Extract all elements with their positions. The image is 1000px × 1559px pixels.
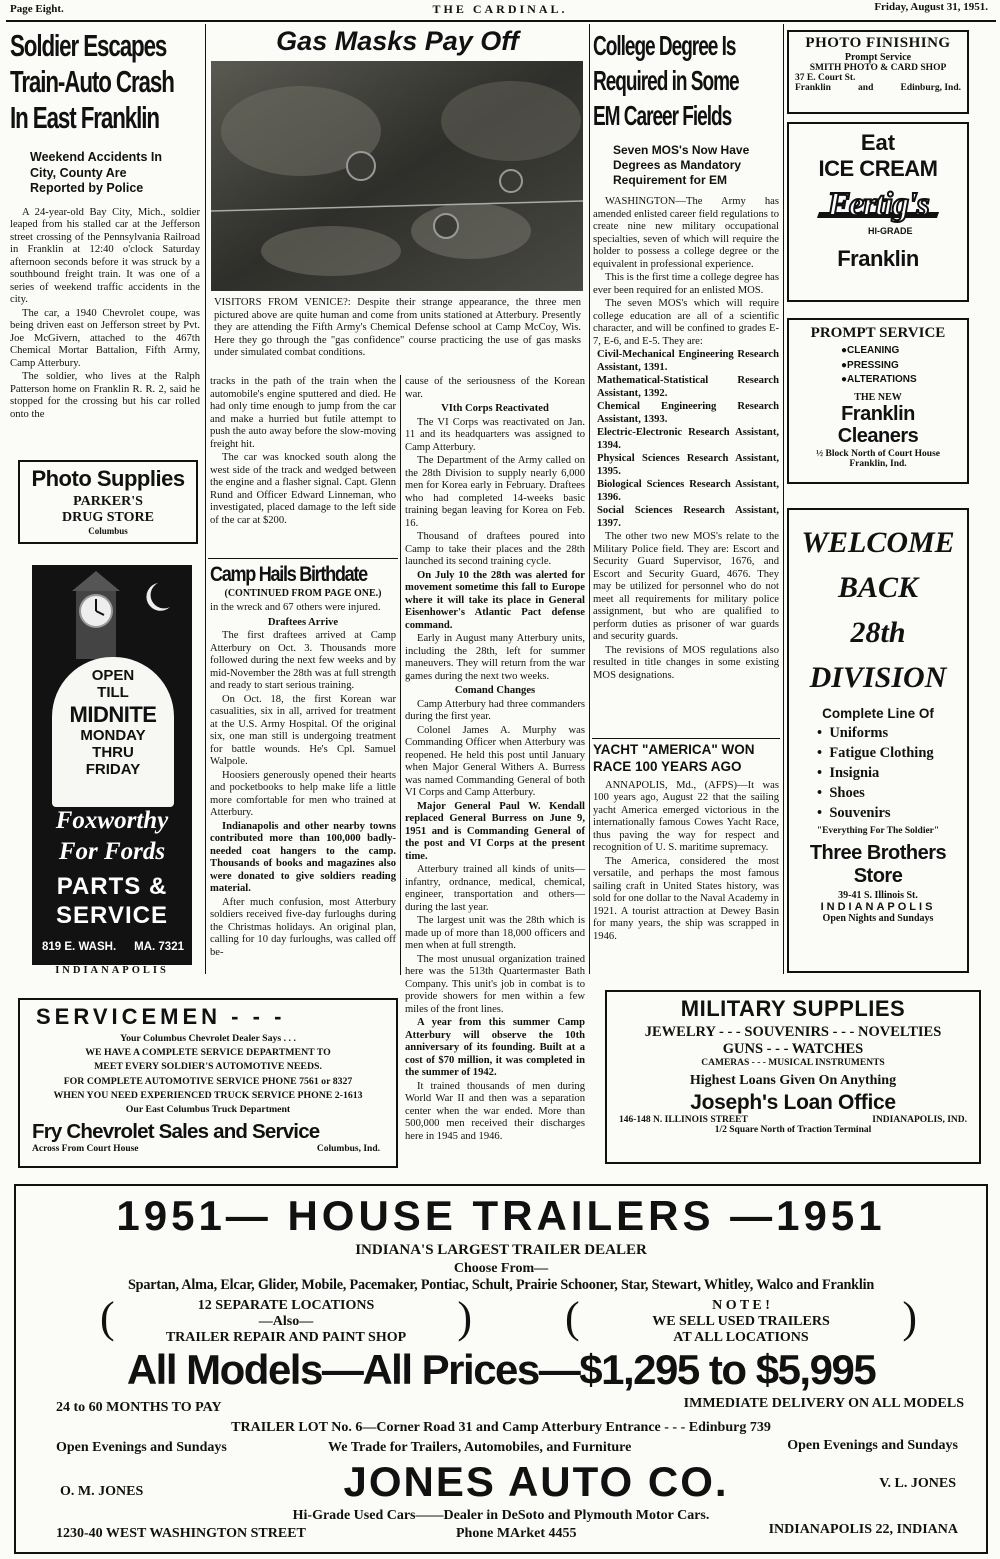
ad-military-supplies: MILITARY SUPPLIES JEWELRY - - - SOUVENIRS - - - NOVELTIES GUNS - - - WATCHES CAMERAS - - - MUSICAL INSTRUMENTS Highest Loans Given On Anything Joseph's Loan Office 146-148 N. ILLINOIS STREET INDIANAPOLIS, IND. 1/2 Square North of Traction Terminal <box>605 990 981 1164</box>
ad-chevrolet: SERVICEMEN - - - Your Columbus Chevrolet Dealer Says . . . WE HAVE A COMPLETE SERVICE DEPARTMENT TO MEET EVERY SOLDIER'S AUTOMOTIVE NEEDS. FOR COMPLETE AUTOMOTIVE SERVICE PHONE 7561 or 8327 WHEN YOU NEED EXPERIENCED TRUCK SERVICE PHONE 2-1613 Our East Columbus Truck Department Fry Chevrolet Sales and Service Across From Court House Columbus, Ind. <box>18 998 398 1168</box>
camp-continued: (CONTINUED FROM PAGE ONE.) <box>224 588 382 599</box>
gasmasks-caption: VISITORS FROM VENICE?: Despite their strange appearance, the three men pictured above are quite human and come from units stationed at Atterbury. Presently they are attending the Fifth Army's Chemical Defense school at Camp McCoy, Wis. Here they go through the "gas confidence" course practicing the use of gas masks under simulated combat conditions. <box>214 297 581 358</box>
soldier-body: A 24-year-old Bay City, Mich., soldier leaped from his stalled car at the Jefferson street crossing of the Pennsylvania Railroad in Franklin at 12:40 o'clock Saturday afternoon seconds before it was struck by a southbound freight train. It was one of a series of weekend traffic accidents in the city. The car, a 1940 Chevrolet coupe, was being driven east on Jefferson street by Pvt. Joe McGivern, attached to the 467th Chemical Mortar Battalion, Fifth Army, Camp Atterbury. The soldier, who lives at the Ralph Patterson home on Franklin R. R. 2, said he stopped for the crossing but his car rolled onto the <box>10 206 200 420</box>
paper-title: THE CARDINAL. <box>432 2 568 16</box>
soldier-subhead: Weekend Accidents In City, County Are Reported by Police <box>30 150 162 196</box>
college-body: WASHINGTON—The Army has amended enlisted career field regulations to create nine new military occupational specialties, seven of which will require the holder to possess a college degree or the equivalent in professional experience. This is the first time a college degree has ever been required for an enlisted MOS. The seven MOS's which will require college education are all of a scientific character, and will be confined to grades E-7, E-6, and E-5. They are: Civil-Mechanical Engineering Research Assistant, 1391. Mathematical-Statistical Research Assistant, 1392. Chemical Engineering Research Assistant, 1393. Electric-Electronic Research Assistant, 1394. Physical Sciences Research Assistant, 1395. Biological Sciences Research Assistant, 1396. Social Sciences Research Assistant, 1397. The other two new MOS's relate to the Military Police field. They are: Escort and Security Guard Supervisor, 1676, and Escort and Security Guard, 4676. They may be utilized for personnel who do not meet all requirements for military police assignment, but who are qualified to perform duties as prisoner of war guards and security guards. The revisions of MOS regulations also resulted in title changes in some existing MOS designations. <box>593 196 779 681</box>
welcome-items: • Uniforms • Fatigue Clothing • Insignia • Shoes • Souvenirs <box>817 725 934 821</box>
foxworthy-name: Foxworthy For Fords <box>55 807 169 866</box>
jones-auto-name: JONES AUTO CO. <box>343 1458 729 1505</box>
college-headline: College Degree Is Required in Some EM Career Fields <box>593 30 739 131</box>
foxworthy-phone: MA. 7321 <box>134 941 184 953</box>
trailer-note: ( ) N O T E ! WE SELL USED TRAILERS AT ALL LOCATIONS <box>565 1293 917 1346</box>
clock-tower-icon <box>38 569 188 659</box>
college-article <box>593 28 779 683</box>
foxworthy-city: INDIANAPOLIS <box>55 965 169 976</box>
ad-welcome-back: WELCOME BACK 28th DIVISION Complete Line Of • Uniforms • Fatigue Clothing • Insignia • Shoes • Souvenirs "Everything For The Soldier" Three Brothers Store 39-41 S. Illinois St. INDIANAPOLIS Open Nights and Sundays <box>787 508 969 973</box>
welcome-lines: WELCOME BACK 28th DIVISION <box>801 526 955 694</box>
ad-cleaners: PROMPT SERVICE ●CLEANING ●PRESSING ●ALTERATIONS THE NEW Franklin Cleaners ½ Block North of Court House Franklin, Ind. <box>787 318 969 484</box>
foxworthy-address: 819 E. WASH. <box>42 941 117 953</box>
trailer-open-right: Open Evenings and Sundays <box>787 1438 958 1453</box>
page-number: Page Eight. <box>10 3 64 15</box>
camp-headline: Camp Hails Birthdate <box>210 563 367 586</box>
parts-service: PARTS & SERVICE <box>56 873 168 929</box>
gasmasks-headline: Gas Masks Pay Off <box>276 26 519 56</box>
soldier-continued: tracks in the path of the train when the automobile's engine sputtered and died. He had only time enough to jump from the car and make a hurried but futile attempt to push the auto away before the slow-moving freight hit. The car was knocked south along the west side of the track and wedged between the engine and a flasher signal. Capt. Glenn Rund and Officer Edward Linneman, who investigated, placed damage to the left side of the car at $200. <box>210 376 396 526</box>
open-midnite-panel: OPEN TILL MIDNITE MONDAY THRU FRIDAY <box>52 657 174 807</box>
ad-photo-supplies: Photo Supplies PARKER'S DRUG STORE Columbus <box>18 460 198 544</box>
soldier-headline: Soldier Escapes Train-Auto Crash In East Franklin <box>10 28 174 135</box>
camp-article-col3: cause of the seriousness of the Korean war. VIth Corps Reactivated The VI Corps was reactivated on Jan. 11 and its headquarters was assigned to Camp Atterbury. The Department of the Army called on the 28th Division to supply nearly 6,000 men for Korea early in February. Draftees who had completed 14-weeks basic training began leaving for Korea on Feb. 16. Thousand of draftees poured into Camp to take their places and the 28th launched its second training cycle. On July 10 the 28th was alerted for movement sometime this fall to Europe where it will take its place in General Eisenhower's Atlantic Pact defense command. Early in August many Atterbury units, including the 28th, left for summer maneuvers. They will return from the war games during the next two weeks. Comand Changes Camp Atterbury had three commanders during the first year. Colonel James A. Murphy was Commanding Officer when Atterbury was reopened. He held this post until January when Major General Withers A. Burress was named Commanding General of both VI Corps and Camp Atterbury. Major General Paul W. Kendall replaced General Burress on June 9, 1951 and is Commanding General of the post and VI Corps at the present time. Atterbury trained all kinds of units—infantry, ordnance, medical, chemical, engineer, transportation and others—during the last year. The largest unit was the 28th which is made up of more than 18,000 officers and men when at full strength. The most unusual organization trained here was the 513th Quartermaster Bath Company. This unit's job in combat is to provide showers for men within a few miles of the front lines. A year from this summer Camp Atterbury will observe the 10th anniversary of its founding. Built at a cost of $70 million, it was completed in the summer of 1942. It trained thousands of men during World War II and then was a separation center when the war ended. More than 500,000 men received their discharges here in 1945 and 1946. <box>405 376 585 1142</box>
fertigs-logo: Fertig's HI-GRADE <box>798 186 958 240</box>
ad-photo-finishing: PHOTO FINISHING Prompt Service SMITH PHOTO & CARD SHOP 37 E. Court St. Franklin and Edinburg, Ind. <box>787 30 969 114</box>
gasmask-photo <box>211 61 583 291</box>
ad-house-trailers: 1951— HOUSE TRAILERS —1951 INDIANA'S LARGEST TRAILER DEALER Choose From— Spartan, Alma, Elcar, Glider, Mobile, Pacemaker, Pontiac, Schult, Prairie Schooner, Star, Stewart, Whitley, Walco and Franklin ( ) 12 SEPARATE LOCATIONS —Also— TRAILER REPAIR AND PAINT SHOP ( ) N O T E ! WE SELL USED TRAILERS AT ALL LOCATIONS All Models—All Prices—$1,295 to $5,995 24 to 60 MONTHS TO PAY IMMEDIATE DELIVERY ON ALL MODELS TRAILER LOT No. 6—Corner Road 31 and Camp Atterbury Entrance - - - Edinburg 739 Open Evenings and Sundays We Trade for Trailers, Automobiles, and Furniture Open Evenings and Sundays O. M. JONES JONES AUTO CO. V. L. JONES Hi-Grade Used Cars——Dealer in DeSoto and Plymouth Motor Cars. 1230-40 WEST WASHINGTON STREET Phone MArket 4455 INDIANAPOLIS 22, INDIANA <box>14 1184 988 1554</box>
camp-article: Camp Hails Birthdate (CONTINUED FROM PAGE ONE.) in the wreck and 67 others were injured. Draftees Arrive The first draftees arrived at Camp Atterbury on Oct. 3. Thousands more followed during the next few weeks and by mid-November the 28th was at full strength and ready to start serious training. On Oct. 18, the first Korean war casualities, six in all, arrived for treatment at the U.S. Army Hospital. Of the original six, one man still is undergoing treatment for battle wounds. He's Cpl. Samuel Walpole. Hoosiers generously opened their hearts and pocketbooks to help make life a little more comfortable for men who trained at Atterbury. Indianapolis and other nearby towns contributed more than 100,000 badly-needed coat hangers to the camp. Thousands of books and magazines also were donated to give soldiers reading material. After much confusion, most Atterbury soldiers received five-day furloughs during the Christmas holidays. An original plan, calling for 10 day furloughs, was called off be- <box>210 563 396 960</box>
yacht-headline: YACHT "AMERICA" WON RACE 100 YEARS AGO <box>593 742 755 774</box>
ad-ice-cream: Eat ICE CREAM Fertig's HI-GRADE Franklin <box>787 122 969 302</box>
photo-supplies-title: Photo Supplies <box>31 466 185 491</box>
soldier-article <box>10 28 200 422</box>
college-subhead: Seven MOS's Now Have Degrees as Mandatory Requirement for EM <box>613 143 750 187</box>
issue-date: Friday, August 31, 1951. <box>874 1 988 13</box>
page-header <box>0 0 1000 18</box>
ad-foxworthy <box>32 565 192 975</box>
trailer-locations: ( ) 12 SEPARATE LOCATIONS —Also— TRAILER REPAIR AND PAINT SHOP <box>100 1293 472 1346</box>
gasmasks-article <box>210 26 585 361</box>
yacht-article: YACHT "AMERICA" WON RACE 100 YEARS AGO ANNAPOLIS, Md., (AFPS)—It was 100 years ago, August 22 that the sailing yacht America emerged victorious in the internationally famous Cowes Yacht Race, thus paving the way for respect and recognition of U. S. maritime supremacy. The America, considered the most versatile, and perhaps the most famous sailing craft in United States history, was sold for one dollar to the Naval Academy in 1921. A tourist attraction at Dewey Basin for many years, the ship was scrapped in 1946. <box>593 742 779 942</box>
